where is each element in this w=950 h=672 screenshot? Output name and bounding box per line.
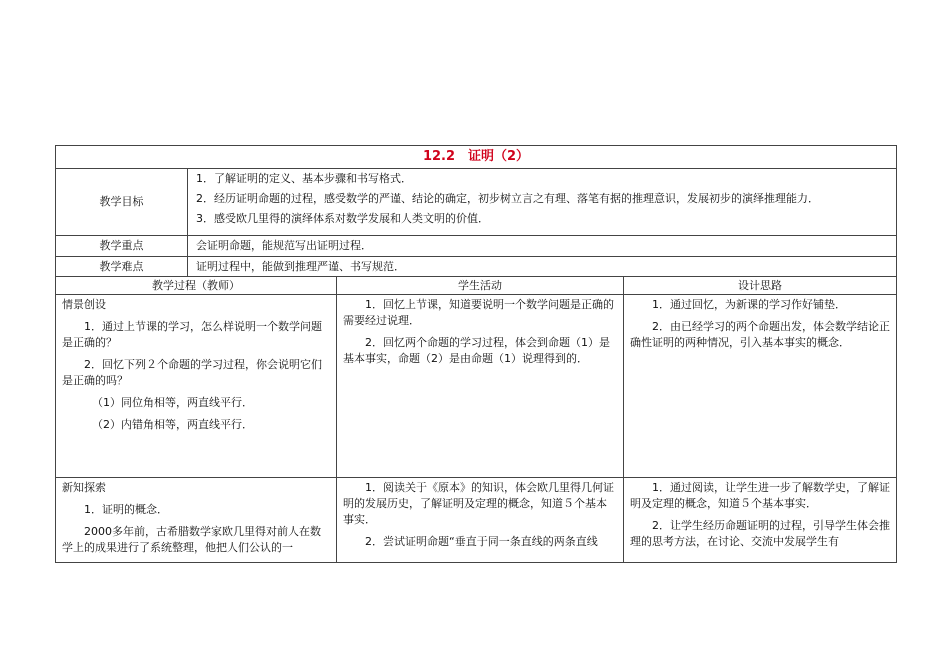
paragraph: 1．通过上节课的学习，怎么样说明一个数学问题是正确的？ — [62, 320, 322, 349]
explore-student-content — [343, 480, 617, 560]
paragraph: 1．阅读关于《原本》的知识，体会欧几里得几何证明的发展历史，了解证明及定理的概念，知道５个基本事实． — [343, 481, 614, 526]
section-explore-row — [56, 478, 897, 563]
section-title: 新知探索 — [62, 481, 106, 494]
paragraph: 2．让学生经历命题证明的过程，引导学生体会推理的思考方法，在讨论、交流中发展学生有 — [630, 519, 890, 548]
explore-design-cell — [624, 478, 897, 563]
difficulty-label: 教学难点 — [56, 257, 188, 277]
objective-item: 1．了解证明的定义、基本步骤和书写格式． — [196, 172, 412, 185]
paragraph: 2．由已经学习的两个命题出发，体会数学结论正确性证明的两种情况，引入基本事实的概念． — [630, 320, 890, 349]
key-point-label: 教学重点 — [56, 236, 188, 257]
design-column-header: 设计思路 — [624, 277, 897, 295]
section-title: 情景创设 — [62, 298, 106, 311]
paragraph: 2．回忆两个命题的学习过程，体会到命题（1）是基本事实，命题（2）是由命题（1）说理得到的． — [343, 336, 610, 365]
paragraph: 1．通过回忆，为新课的学习作好铺垫． — [652, 298, 846, 311]
student-column-header: 学生活动 — [337, 277, 624, 295]
paragraph: 1．回忆上节课，知道要说明一个数学问题是正确的需要经过说理． — [343, 298, 614, 327]
lesson-title: 12.2 证明（2） — [56, 146, 897, 169]
paragraph: 2．尝试证明命题“垂直于同一条直线的两条直线 — [365, 535, 598, 548]
lesson-plan-table — [55, 145, 897, 563]
teacher-column-header: 教学过程（教师） — [56, 277, 337, 295]
explore-design-content — [630, 480, 890, 560]
paragraph: 1．证明的概念． — [84, 503, 168, 516]
intro-design-cell — [624, 295, 897, 478]
paragraph: 2．回忆下列２个命题的学习过程，你会说明它们是正确的吗？ — [62, 358, 322, 387]
objective-item: 3．感受欧几里得的演绎体系对数学发展和人类文明的价值． — [196, 212, 489, 225]
paragraph: 2000多年前，古希腊数学家欧几里得对前人在数学上的成果进行了系统整理，他把人们公认的一 — [62, 525, 321, 554]
paragraph: （2）内错角相等，两直线平行． — [92, 418, 253, 431]
intro-teacher-cell — [56, 295, 337, 478]
explore-student-cell — [337, 478, 624, 563]
difficulty-text: 证明过程中，能做到推理严谨、书写规范． — [188, 257, 897, 277]
objective-item: 2．经历证明命题的过程，感受数学的严谨、结论的确定，初步树立言之有理、落笔有据的推理意识，发展初步的演绎推理能力． — [196, 192, 819, 205]
title-row — [56, 146, 897, 169]
difficulty-row — [56, 257, 897, 277]
explore-teacher-cell — [56, 478, 337, 563]
explore-teacher-content — [62, 480, 330, 560]
objectives-label: 教学目标 — [56, 169, 188, 236]
intro-student-cell — [337, 295, 624, 478]
paragraph: 1．通过阅读，让学生进一步了解数学史，了解证明及定理的概念，知道５个基本事实． — [630, 481, 890, 510]
paragraph: （1）同位角相等，两直线平行． — [92, 396, 253, 409]
section-intro-row — [56, 295, 897, 478]
lesson-plan-sheet — [55, 145, 896, 563]
key-point-row — [56, 236, 897, 257]
objectives-list — [188, 169, 897, 236]
key-point-text: 会证明命题，能规范写出证明过程． — [188, 236, 897, 257]
objectives-row — [56, 169, 897, 236]
column-header-row — [56, 277, 897, 295]
